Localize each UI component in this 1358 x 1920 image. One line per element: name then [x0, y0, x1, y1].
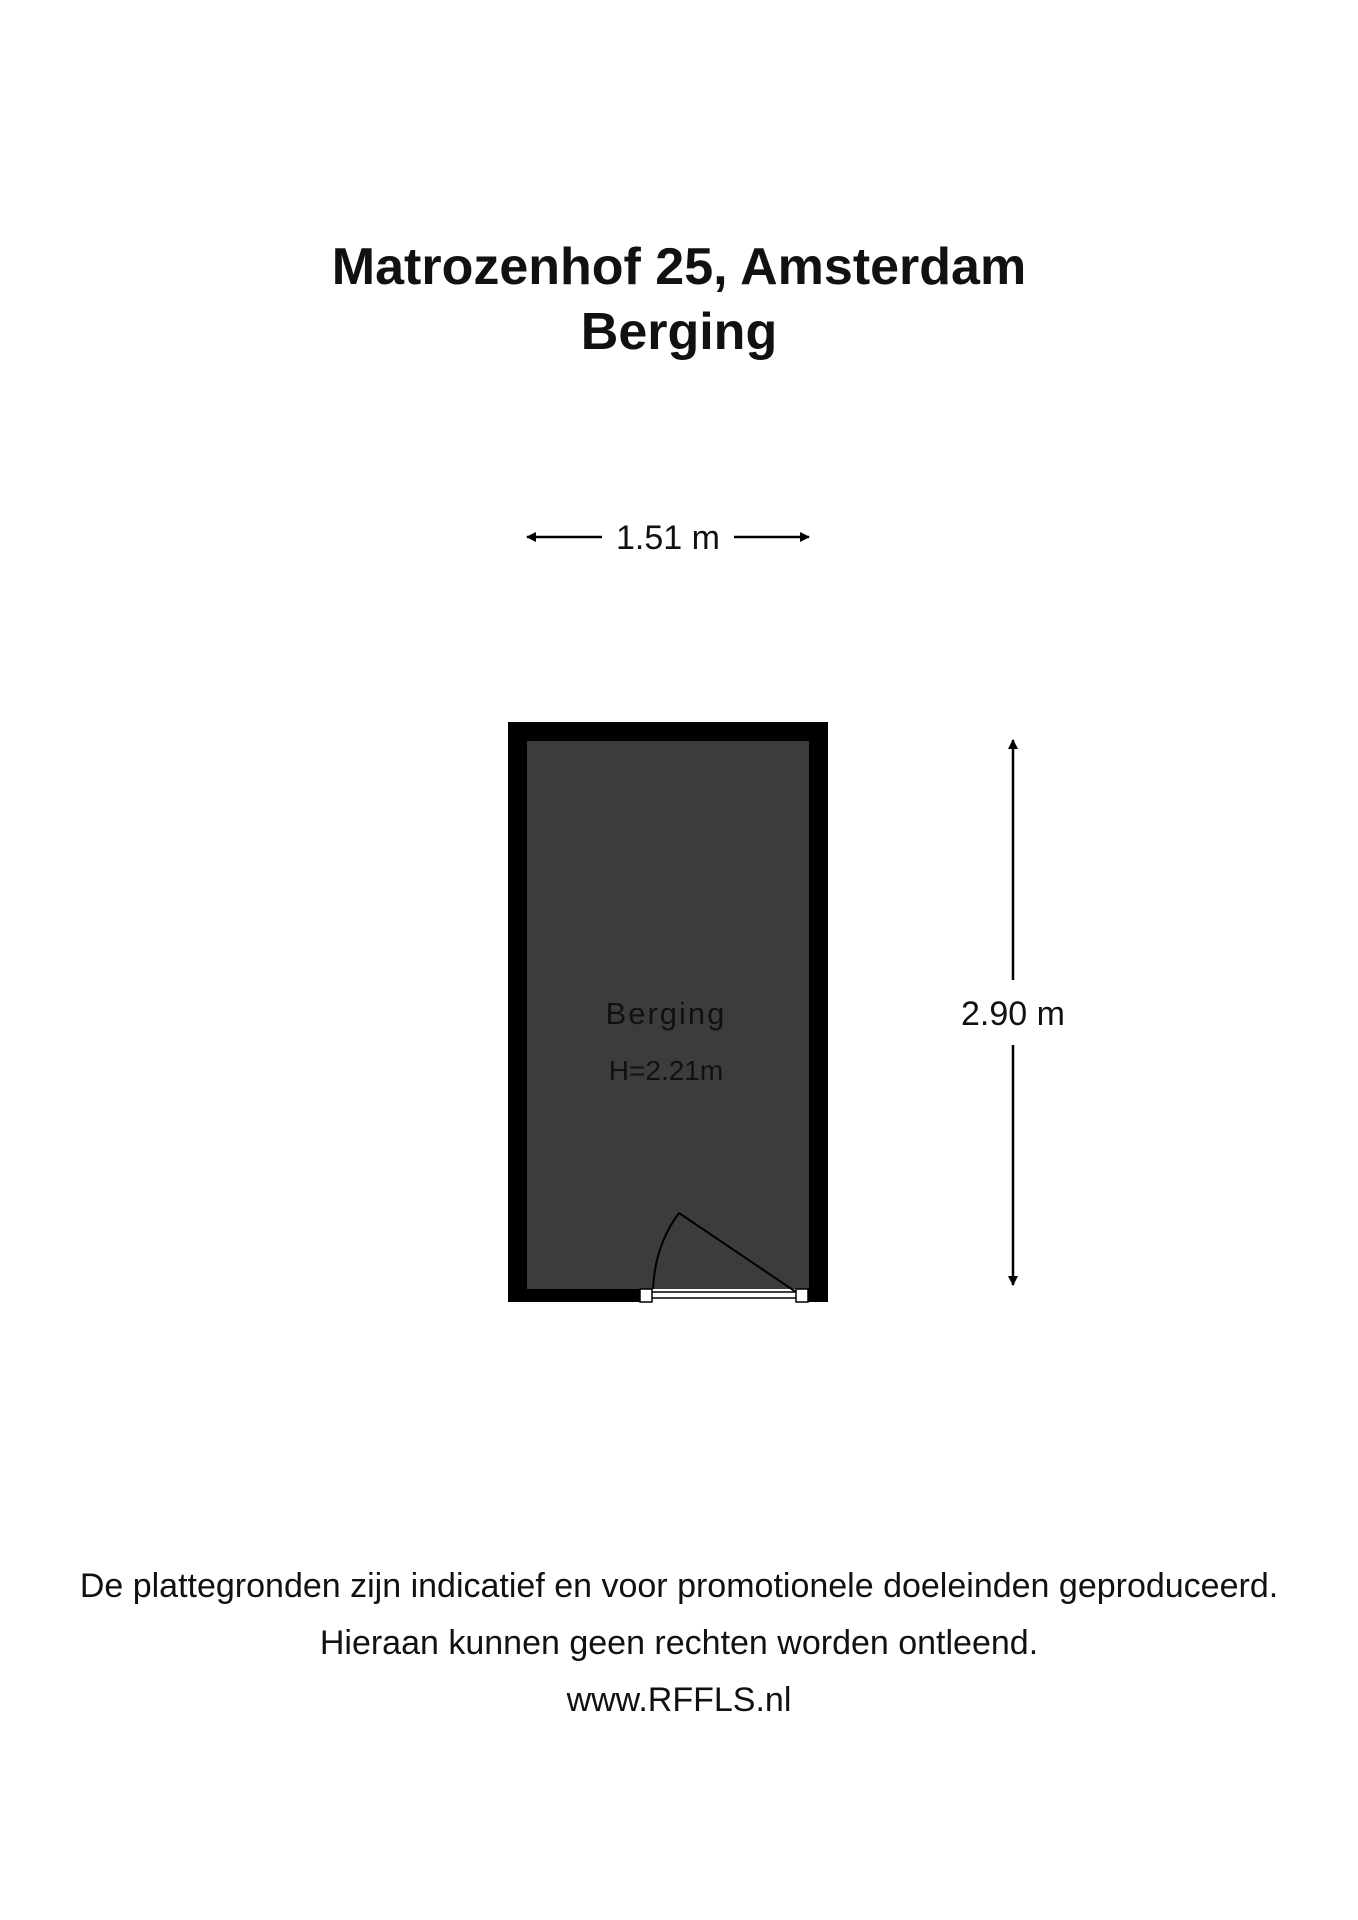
width-dimension-label: 1.51 m — [616, 519, 720, 557]
door-jamb-right — [796, 1289, 808, 1302]
room-name-label: Berging — [605, 996, 727, 1031]
depth-dimension-label: 2.90 m — [961, 995, 1065, 1033]
door-opening — [640, 1289, 808, 1302]
floor-title: Berging — [580, 303, 778, 361]
address-title: Matrozenhof 25, Amsterdam — [331, 238, 1027, 296]
disclaimer-line-1: De plattegronden zijn indicatief en voor promotionele doeleinden geproduceerd. — [79, 1567, 1279, 1605]
width-dimension — [527, 519, 809, 557]
room-height-label: H=2.21m — [608, 1055, 724, 1086]
depth-dimension — [961, 740, 1065, 1285]
door-jamb-left — [640, 1289, 652, 1302]
footer-disclaimer — [0, 1558, 1358, 1729]
website-link[interactable]: www.RFFLS.nl — [566, 1681, 792, 1719]
disclaimer-line-2: Hieraan kunnen geen rechten worden ontleend. — [319, 1624, 1039, 1662]
